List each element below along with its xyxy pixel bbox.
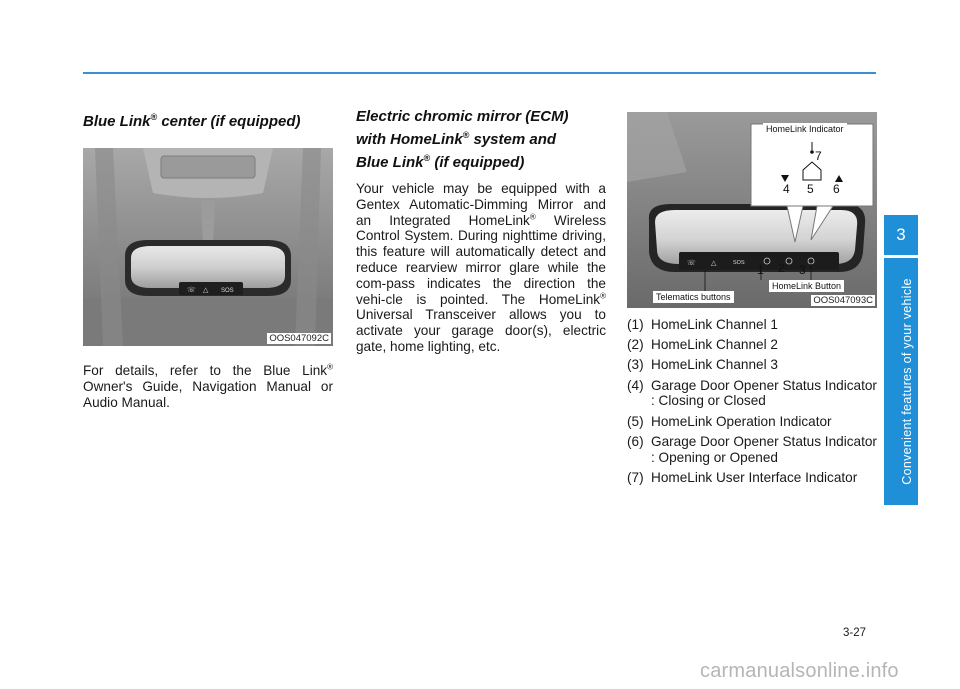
mirror-with-headliner-image	[83, 148, 333, 346]
ecm-paragraph: Your vehicle may be equipped with a Gentex Automatic-Dimming Mirror and an Integrated HomeLink® Wireless Control System. During nighttime driving, this feature will automatically detect and reduce rearview mirror glare while the com-pass indicates the direction the vehi-cle is pointed. The HomeLink® Universal Transceiver allows you to activate your garage door(s), electric gate, home lighting, etc.	[356, 181, 607, 354]
list-item: (2) HomeLink Channel 2	[627, 337, 778, 353]
chapter-title: Convenient features of your vehicle	[900, 278, 914, 485]
svg-text:SOS: SOS	[221, 288, 234, 294]
watermark: carmanualsonline.info	[700, 660, 899, 682]
list-item: (6) Garage Door Opener Status Indicator : Opening or Opened	[627, 433, 877, 465]
blue-link-paragraph: For details, refer to the Blue Link® Owner's Guide, Navigation Manual or Audio Manual.	[83, 362, 333, 410]
chapter-number: 3	[896, 225, 906, 244]
callout-1: 1	[757, 263, 764, 277]
homelink-mirror-image	[627, 112, 877, 308]
blue-link-section	[83, 108, 333, 410]
ecm-section	[356, 108, 606, 355]
label-homelink-indicator: HomeLink Indicator	[763, 123, 847, 135]
callout-2: 2	[778, 261, 785, 275]
list-item: (1) HomeLink Channel 1	[627, 317, 778, 332]
chapter-side-tab	[884, 258, 918, 505]
figure-code-left: OOS047092C	[269, 333, 329, 344]
homelink-illustration	[627, 112, 877, 308]
list-item: (3) HomeLink Channel 3	[627, 357, 778, 373]
list-item: (4) Garage Door Opener Status Indicator : Closing or Closed	[627, 377, 877, 409]
homelink-section	[627, 112, 877, 490]
svg-text:△: △	[711, 260, 717, 267]
page-number: 3-27	[843, 627, 867, 639]
chapter-number-tab	[884, 215, 918, 255]
svg-text:SOS: SOS	[733, 260, 745, 266]
svg-text:☏: ☏	[187, 287, 196, 294]
ecm-heading: Electric chromic mirror (ECM) with HomeLink® system and Blue Link® (if equipped)	[356, 108, 569, 171]
header-rule	[83, 72, 876, 74]
callout-5: 5	[807, 182, 814, 196]
figure-code-right: OOS047093C	[813, 295, 873, 306]
label-homelink-button: HomeLink Button	[769, 280, 844, 292]
callout-7: 7	[815, 149, 822, 163]
label-telematics-buttons: Telematics buttons	[653, 291, 734, 303]
homelink-legend-list	[627, 317, 877, 486]
list-item: (5) HomeLink Operation Indicator	[627, 413, 832, 429]
svg-text:☏: ☏	[687, 260, 696, 267]
callout-3: 3	[799, 263, 806, 277]
callout-4: 4	[783, 182, 790, 196]
blue-link-heading: Blue Link® center (if equipped)	[83, 112, 301, 130]
mirror-illustration	[83, 148, 333, 346]
list-item: (7) HomeLink User Interface Indicator	[627, 469, 858, 485]
callout-6: 6	[833, 182, 840, 196]
svg-text:△: △	[203, 287, 209, 294]
